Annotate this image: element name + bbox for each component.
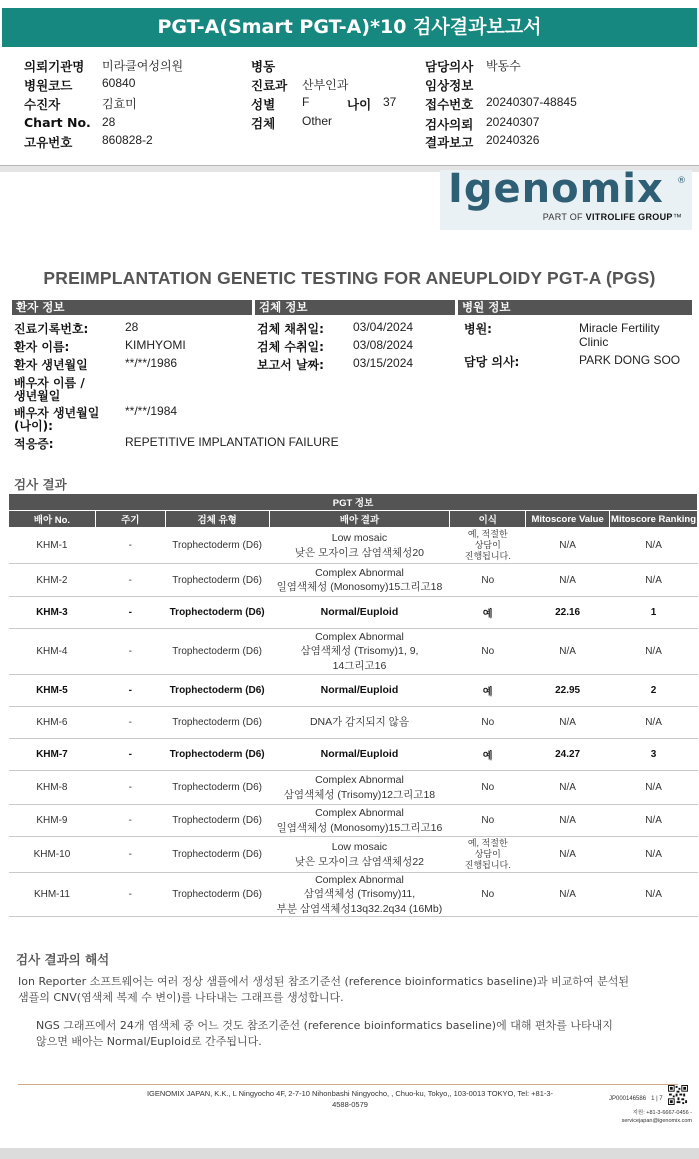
specimen-type-cell: Trophectoderm (D6) [165,805,269,837]
meta-label-department: 진료과 [251,78,288,93]
order-info [0,51,699,166]
result-line: 삼염색체성 (Trisomy)12그리고18 [283,788,436,801]
mitoscore-value-cell: N/A [526,771,610,805]
specimen-type-cell: Trophectoderm (D6) [165,597,269,629]
support-email: servicejapan@igenomix.com [621,1118,692,1124]
embryo-id-cell: KHM-2 [9,564,96,597]
table-row [9,707,698,739]
indication-value: REPETITIVE IMPLANTATION FAILURE [125,435,339,449]
result-line: Low mosaic [331,841,388,854]
cycle-cell: - [95,805,165,837]
mitoscore-value-cell: N/A [526,629,610,675]
meta-label-clinical: 임상정보 [425,78,474,93]
table-super-header: PGT 정보 [9,494,698,511]
meta-label-id: 고유번호 [24,135,73,150]
embryo-id-cell: KHM-7 [9,739,96,771]
result-line: 삼염색체성 (Trisomy)1, 9, [300,645,419,658]
spouse-dob-label-2: (나이): [14,419,53,433]
meta-label-age: 나이 [347,97,372,112]
meta-value-sex: F [302,95,310,109]
patient-dob-value: **/**/1986 [125,356,178,370]
meta-label-ward: 병동 [251,59,276,74]
received-date-label: 검체 수취일: [257,340,324,354]
transfer-cell [450,597,526,629]
cycle-cell: - [95,597,165,629]
transfer-line: 예, 적절한 [467,529,508,540]
meta-value-request: 20240307 [486,115,540,129]
embryo-result-cell [269,564,450,597]
meta-label-specimen: 검체 [251,116,276,131]
embryo-result-cell [269,873,450,917]
spouse-dob-label: 배우자 생년월일 [14,406,100,420]
table-row [9,528,698,564]
transfer-line: No [481,717,495,728]
table-row [9,771,698,805]
mitoscore-ranking-cell: N/A [610,837,698,873]
spouse-dob-value: **/**/1984 [125,404,178,418]
meta-value-receipt: 20240307-48845 [486,95,577,109]
mitoscore-value-cell: N/A [526,528,610,564]
transfer-cell [450,873,526,917]
cycle-cell: - [95,739,165,771]
mitoscore-ranking-cell: 2 [610,675,698,707]
table-row [9,597,698,629]
meta-label-requester: 의뢰기관명 [24,59,85,74]
page-number: 1 | 7 [651,1096,663,1102]
mitoscore-ranking-cell: 1 [610,597,698,629]
logo-tagline: PART OF VITROLIFE GROUP™ [542,212,682,222]
pgt-results-table [8,493,698,917]
transfer-line: No [481,646,495,657]
specimen-type-cell: Trophectoderm (D6) [165,771,269,805]
transfer-line: No [481,889,495,900]
mitoscore-value-cell: N/A [526,805,610,837]
specimen-type-cell: Trophectoderm (D6) [165,675,269,707]
doc-id-text: JP000146586 [609,1096,647,1102]
logo-wordmark: Igenomix [448,166,664,212]
received-date-value: 03/08/2024 [353,338,414,352]
mitoscore-ranking-cell: N/A [610,873,698,917]
result-line: Complex Abnormal [315,631,404,644]
results-heading: 검사 결과 [14,477,67,492]
meta-value-id: 860828-2 [102,133,153,147]
mitoscore-ranking-cell: N/A [610,564,698,597]
table-row [9,629,698,675]
result-line: 삼염색체성 (Trisomy)11, [303,888,416,901]
table-row [9,739,698,771]
result-line: 낮은 모자이크 삼염색체성22 [294,855,424,868]
collected-date-label: 검체 채취일: [257,322,324,336]
mitoscore-value-cell: 24.27 [526,739,610,771]
meta-value-doctor: 박동수 [486,59,521,73]
result-line: Normal/Euploid [320,748,399,761]
hospital-info-header: 병원 정보 [458,300,692,315]
support-contact [610,1109,692,1125]
result-line: 일염색체성 (Monosomy)15그리고18 [276,581,443,593]
transfer-line: 예 [482,751,493,762]
mitoscore-ranking-cell: N/A [610,629,698,675]
cycle-cell: - [95,629,165,675]
embryo-result-cell [269,707,450,739]
transfer-cell [450,707,526,739]
specimen-type-cell: Trophectoderm (D6) [165,873,269,917]
column-transfer: 이식 [450,511,526,528]
result-line: 14그리고16 [332,659,387,672]
embryo-id-cell: KHM-11 [9,873,96,917]
meta-value-specimen: Other [302,114,333,128]
table-row [9,805,698,837]
interpretation-paragraph-2 [36,1018,613,1050]
specimen-info-header: 검체 정보 [255,300,455,315]
cycle-cell: - [95,528,165,564]
cycle-cell: - [95,675,165,707]
embryo-result-cell [269,675,450,707]
meta-label-chart: Chart No. [24,115,91,130]
attending-doctor-label: 담당 의사: [464,355,520,369]
interpretation-heading: 검사 결과의 해석 [16,952,110,967]
embryo-id-cell: KHM-9 [9,805,96,837]
meta-value-patient: 김효미 [102,97,137,111]
transfer-line: 예, 적절한 [467,838,508,849]
column-specimen-type: 검체 유형 [165,511,269,528]
embryo-id-cell: KHM-5 [9,675,96,707]
paragraph-line: 않으면 배아는 Normal/Euploid로 간주됩니다. [36,1035,262,1048]
patient-name-value: KIMHYOMI [125,338,186,352]
report-date-label: 보고서 날짜: [257,358,324,372]
spouse-name-label: 배우자 이름 / [14,376,85,390]
meta-value-age: 37 [383,95,397,109]
transfer-line: No [481,815,495,826]
transfer-cell [450,771,526,805]
paragraph-line: 샘플의 CNV(염색체 복제 수 변이)를 나타내는 그래프를 생성합니다. [18,991,344,1004]
embryo-result-cell [269,739,450,771]
embryo-id-cell: KHM-3 [9,597,96,629]
mitoscore-ranking-cell: 3 [610,739,698,771]
mitoscore-ranking-cell: N/A [610,771,698,805]
result-line: 부분 삼염색체성13q32.2q34 (16Mb) [276,902,443,915]
paragraph-line: Ion Reporter 소프트웨어는 여러 정상 샘플에서 생성된 참조기준선 (reference bioinformatics baseline)과 비교하여 분석된 [18,975,629,988]
meta-label-result: 결과보고 [425,135,474,150]
column-mitoscore-ranking: Mitoscore Ranking [610,511,698,528]
meta-label-doctor: 담당의사 [425,59,474,74]
embryo-result-cell [269,597,450,629]
embryo-result-cell [269,837,450,873]
column-mitoscore-value: Mitoscore Value [526,511,610,528]
result-line: Normal/Euploid [320,684,399,697]
qr-code-icon [668,1085,688,1105]
hospital-value-2: Clinic [579,335,609,349]
mitoscore-ranking-cell: N/A [610,528,698,564]
result-line: Complex Abnormal [315,566,404,579]
mitoscore-value-cell: N/A [526,873,610,917]
embryo-id-cell: KHM-8 [9,771,96,805]
support-phone: 지원: +81-3-6667-0456 - [632,1110,692,1116]
footer-divider [18,1084,678,1085]
transfer-cell [450,528,526,564]
mitoscore-value-cell: N/A [526,707,610,739]
result-line: Normal/Euploid [320,606,399,619]
column-embryo-no: 배아 No. [9,511,96,528]
meta-label-patient: 수진자 [24,97,61,112]
specimen-type-cell: Trophectoderm (D6) [165,707,269,739]
hospital-value: Miracle Fertility [579,321,660,335]
document-title: PREIMPLANTATION GENETIC TESTING FOR ANEUPLOIDY PGT-A (PGS) [43,268,656,288]
cycle-cell: - [95,771,165,805]
transfer-line: No [481,782,495,793]
meta-label-receipt: 접수번호 [425,97,474,112]
result-line: Complex Abnormal [315,874,404,887]
transfer-cell [450,675,526,707]
patient-name-label: 환자 이름: [14,340,70,354]
result-line: DNA가 감지되지 않음 [309,716,409,729]
mitoscore-value-cell: N/A [526,564,610,597]
meta-label-hospital-code: 병원코드 [24,78,73,93]
meta-value-chart: 28 [102,115,116,129]
transfer-cell [450,564,526,597]
attending-doctor-value: PARK DONG SOO [579,353,681,367]
embryo-id-cell: KHM-6 [9,707,96,739]
collected-date-value: 03/04/2024 [353,320,414,334]
meta-value-hospital-code: 60840 [102,76,136,90]
hospital-label: 병원: [464,322,492,336]
transfer-line: 예 [482,609,493,620]
address-line: IGENOMIX JAPAN, K.K., L Ningyocho 4F, 2-7-10 Nihonbashi Ningyocho, , Chuo-ku, Tokyo,, 103-0013 TOKYO, Tel: +81-3- [146,1089,554,1098]
igenomix-logo [440,166,692,230]
transfer-cell [450,629,526,675]
embryo-result-cell [269,528,450,564]
transfer-line: 진행됩니다. [464,550,511,561]
cycle-cell: - [95,564,165,597]
meta-value-requester: 미라클여성의원 [102,59,184,73]
transfer-cell [450,805,526,837]
cycle-cell: - [95,707,165,739]
chart-number-value: 28 [125,320,139,334]
mitoscore-value-cell: N/A [526,837,610,873]
footer-address [110,1088,590,1110]
specimen-type-cell: Trophectoderm (D6) [165,564,269,597]
logo-registered-mark: ® [677,176,686,186]
transfer-line: 상담이 [474,849,501,860]
page-bottom-band [0,1148,699,1159]
mitoscore-ranking-cell: N/A [610,805,698,837]
transfer-line: 예 [482,687,493,698]
address-line: 4588-0579 [332,1100,368,1109]
embryo-id-cell: KHM-4 [9,629,96,675]
mitoscore-value-cell: 22.95 [526,675,610,707]
specimen-type-cell: Trophectoderm (D6) [165,528,269,564]
embryo-result-cell [269,771,450,805]
result-line: Low mosaic [331,532,388,545]
table-body [9,528,698,917]
table-header-row [9,511,698,528]
column-cycle: 주기 [95,511,165,528]
embryo-result-cell [269,805,450,837]
column-embryo-result: 배아 결과 [269,511,450,528]
indication-label: 적응증: [14,437,54,451]
result-line: 일염색체성 (Monosomy)15그리고16 [276,821,443,834]
table-row [9,873,698,917]
cycle-cell: - [95,837,165,873]
report-title: PGT-A(Smart PGT-A)*10 검사결과보고서 [2,8,697,47]
result-line: Complex Abnormal [315,774,404,787]
table-row [9,675,698,707]
meta-value-result: 20240326 [486,133,540,147]
transfer-line: 진행됩니다. [464,859,511,870]
specimen-type-cell: Trophectoderm (D6) [165,629,269,675]
patient-dob-label: 환자 생년월일 [14,358,88,372]
meta-label-request: 검사의뢰 [425,117,474,132]
transfer-cell [450,837,526,873]
specimen-type-cell: Trophectoderm (D6) [165,837,269,873]
mitoscore-value-cell: 22.16 [526,597,610,629]
transfer-cell [450,739,526,771]
interpretation-paragraph-1 [18,974,629,1006]
meta-label-sex: 성별 [251,97,276,112]
embryo-result-cell [269,629,450,675]
document-id [609,1096,663,1102]
transfer-line: 상담이 [474,540,501,551]
result-line: 낮은 모자이크 삼염색체성20 [294,546,424,559]
embryo-id-cell: KHM-1 [9,528,96,564]
report-header [0,0,699,51]
meta-value-department: 산부인과 [302,78,349,92]
table-row [9,837,698,873]
spouse-name-label-2: 생년월일 [14,389,61,403]
table-row [9,564,698,597]
report-date-value: 03/15/2024 [353,356,414,370]
cycle-cell: - [95,873,165,917]
patient-info-header: 환자 정보 [12,300,252,315]
transfer-line: No [481,574,495,586]
result-line: Complex Abnormal [315,807,404,820]
mitoscore-ranking-cell: N/A [610,707,698,739]
specimen-type-cell: Trophectoderm (D6) [165,739,269,771]
chart-number-label: 진료기록번호: [14,322,89,336]
paragraph-line: NGS 그래프에서 24개 염색체 중 어느 것도 참조기준선 (reference bioinformatics baseline)에 대해 편차를 나타내지 [36,1019,613,1032]
embryo-id-cell: KHM-10 [9,837,96,873]
